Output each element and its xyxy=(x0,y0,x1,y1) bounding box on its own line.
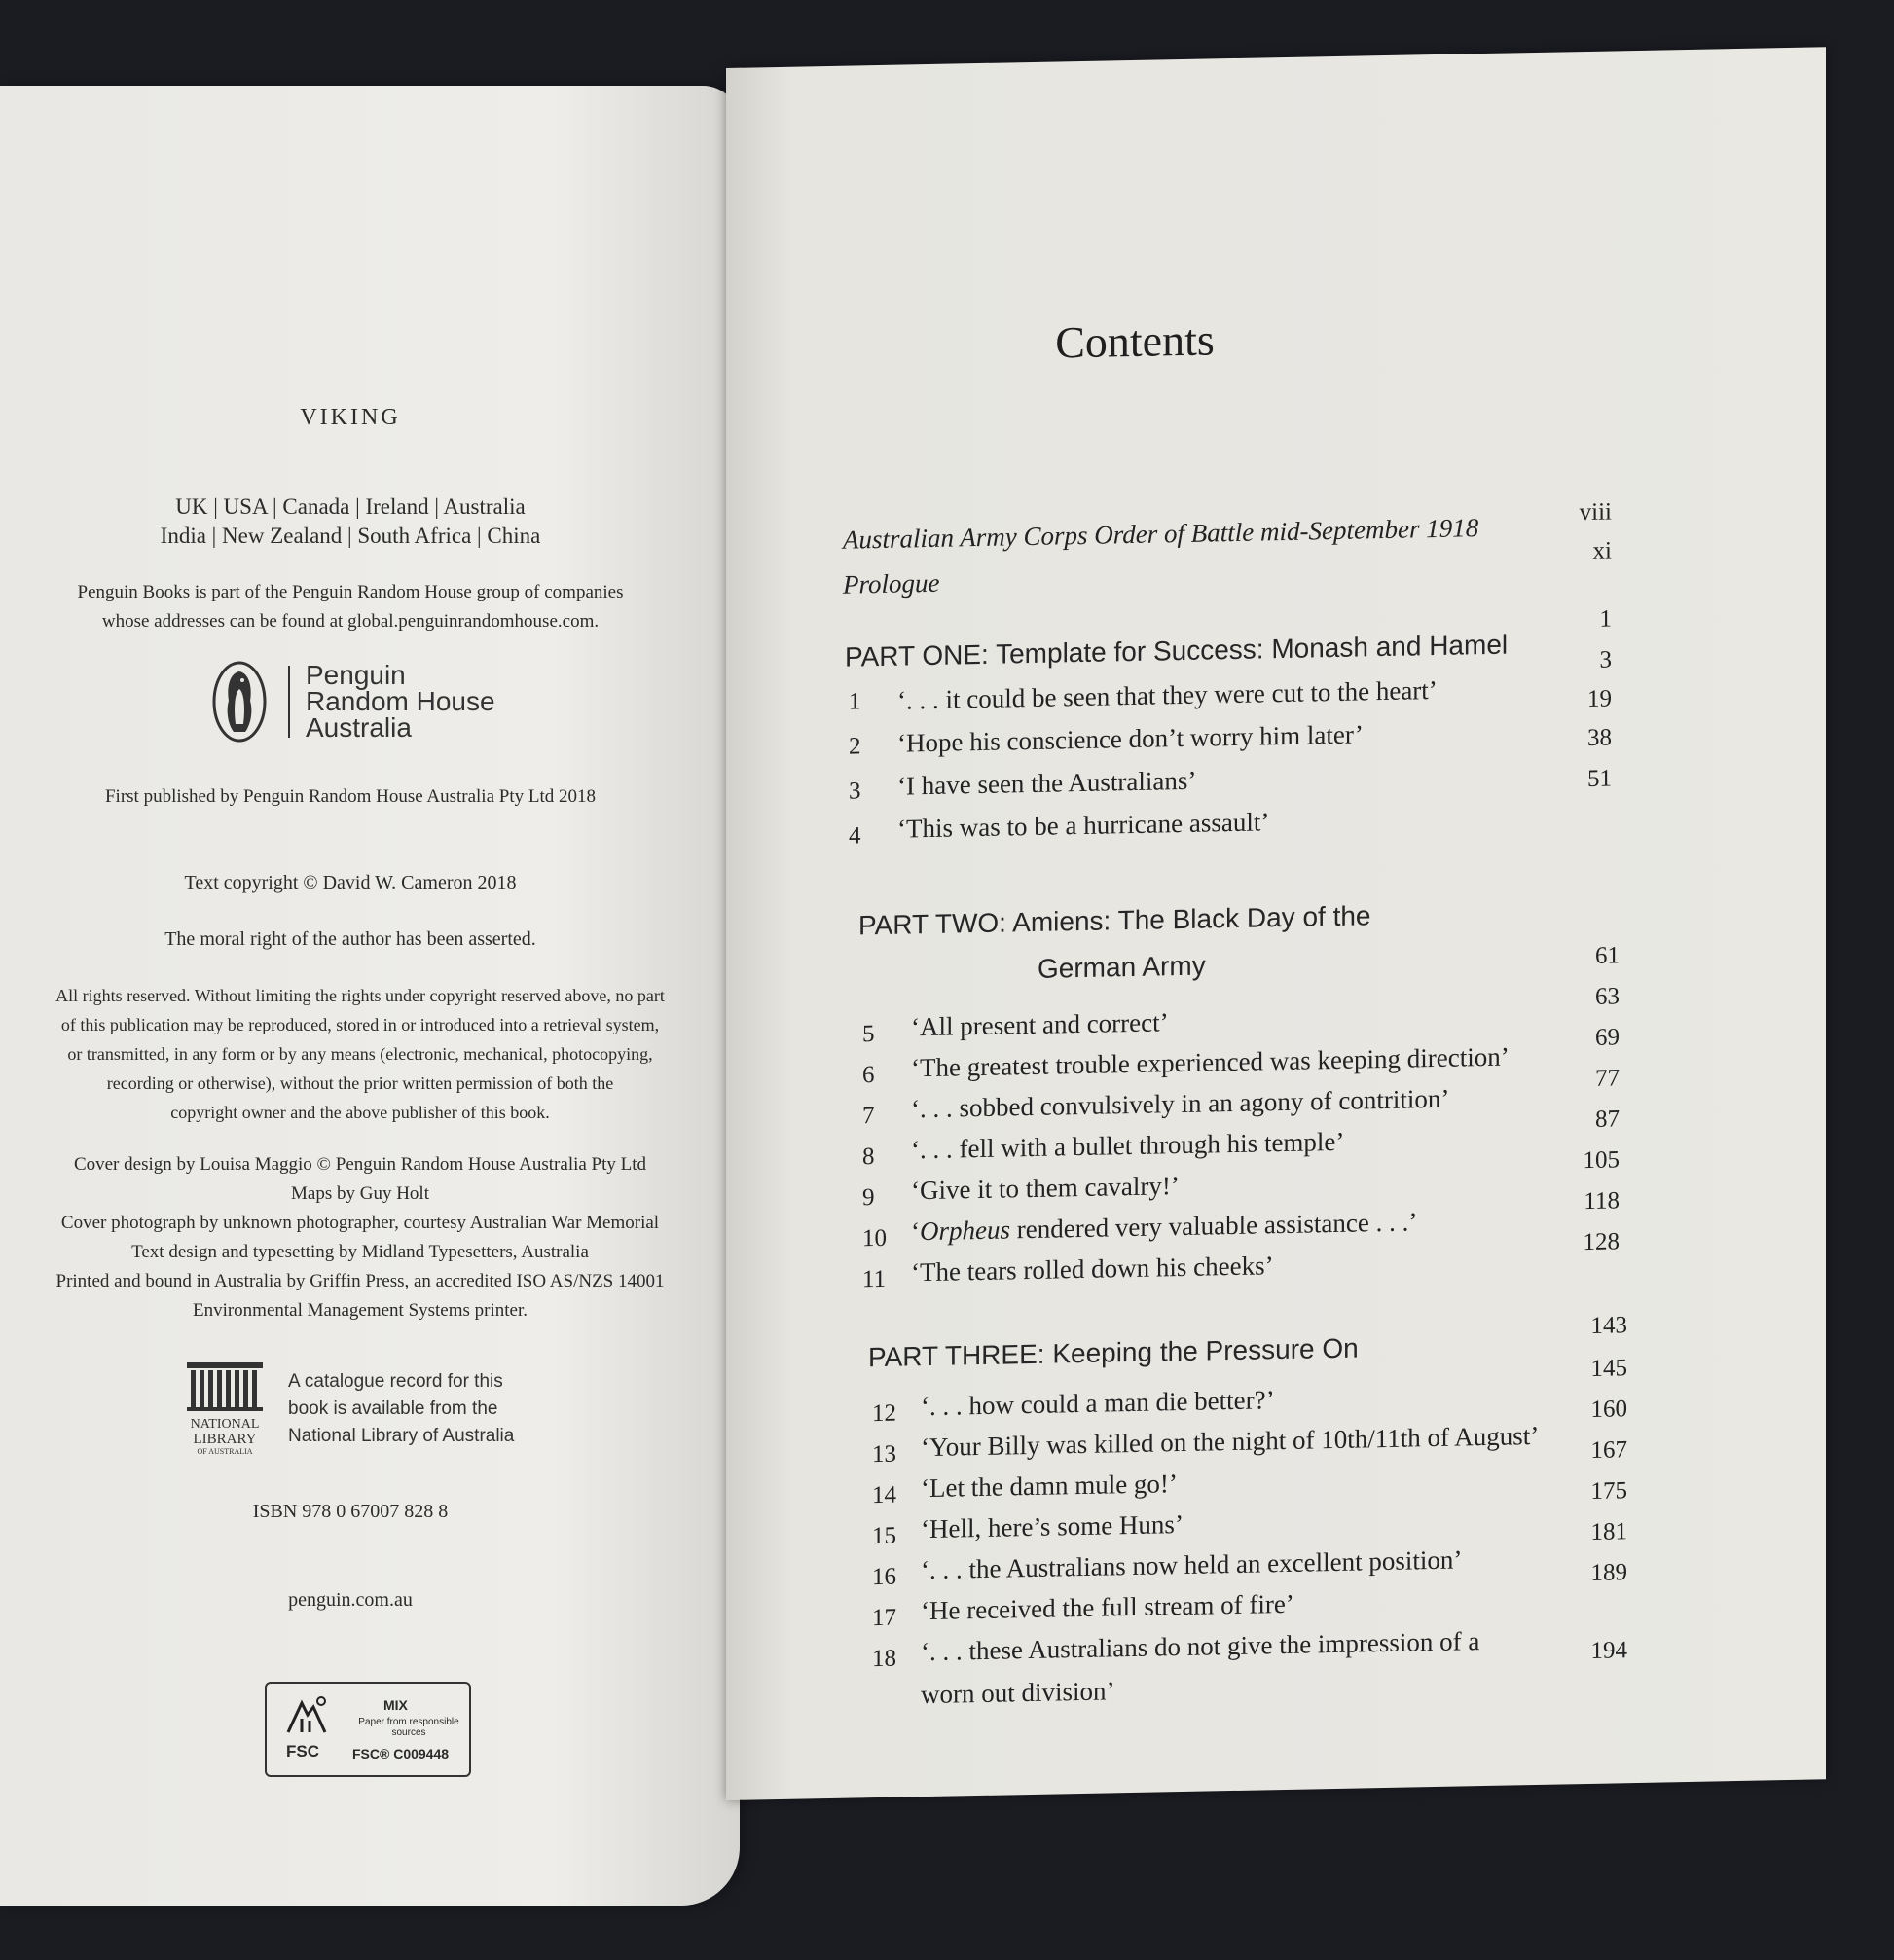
toc-page-number: 175 xyxy=(1590,1477,1627,1505)
rights-reserved-paragraph xyxy=(0,981,720,1127)
isbn: ISBN 978 0 67007 828 8 xyxy=(252,1501,449,1522)
countries-line: India | New Zealand | South Africa | China xyxy=(160,524,541,548)
toc-part-heading[interactable]: PART TWO: Amiens: The Black Day of the xyxy=(858,900,1371,941)
toc-page-number: 3 xyxy=(1599,646,1612,673)
toc-chapter-title[interactable]: ‘. . . sobbed convulsively in an agony of contrition’ xyxy=(911,1083,1450,1124)
imprint-countries xyxy=(0,492,701,551)
toc-chapter-title[interactable]: ‘All present and correct’ xyxy=(911,1007,1169,1042)
toc-page-number: 1 xyxy=(1599,605,1612,633)
toc-page-number: 38 xyxy=(1587,724,1612,752)
toc-page-number: 118 xyxy=(1584,1187,1620,1216)
publisher-group-note xyxy=(0,578,701,636)
credit-line: Cover design by Louisa Maggio © Penguin Random House Australia Pty Ltd xyxy=(73,1154,647,1175)
toc-chapter-number: 4 xyxy=(849,822,861,850)
toc-page-number: 128 xyxy=(1583,1228,1620,1256)
toc-chapter-number: 7 xyxy=(862,1103,875,1130)
rights-line: All rights reserved. Without limiting the rights under copyright reserved above, no part xyxy=(55,986,665,1005)
toc-page-number: 189 xyxy=(1590,1559,1627,1586)
fsc-label: FSC xyxy=(286,1742,319,1760)
toc-chapter-title-continued[interactable]: worn out division’ xyxy=(921,1676,1115,1710)
nla-logo-text: NATIONAL xyxy=(190,1417,260,1432)
nla-logo-text: OF AUSTRALIA xyxy=(197,1447,253,1456)
toc-chapter-title[interactable]: ‘Your Billy was killed on the night of 10th/11th of August’ xyxy=(921,1420,1540,1463)
toc-chapter-title[interactable]: ‘Give it to them cavalry!’ xyxy=(911,1171,1180,1206)
toc-page-number: 69 xyxy=(1595,1024,1620,1051)
toc-part-heading[interactable]: German Army xyxy=(1038,950,1206,984)
catalogue-record-note xyxy=(288,1368,514,1450)
logo-line: Australia xyxy=(306,712,412,743)
toc-chapter-title[interactable]: ‘He received the full stream of fire’ xyxy=(921,1588,1294,1626)
production-credits xyxy=(0,1150,720,1325)
toc-chapter-number: 14 xyxy=(872,1481,896,1509)
toc-chapter-number: 5 xyxy=(862,1021,875,1048)
toc-page-number: 160 xyxy=(1590,1396,1627,1423)
toc-chapter-number: 10 xyxy=(862,1224,887,1252)
toc-chapter-title[interactable]: ‘. . . it could be seen that they were cut to the heart’ xyxy=(897,674,1438,715)
toc-chapter-number: 8 xyxy=(862,1143,875,1171)
toc-chapter-number: 18 xyxy=(872,1645,896,1673)
toc-page-number: 19 xyxy=(1587,685,1612,713)
page-title: Contents xyxy=(1055,314,1215,368)
publisher-website: penguin.com.au xyxy=(288,1589,413,1611)
rights-line: of this publication may be reproduced, stored in or introduced into a retrieval system, xyxy=(60,1015,660,1034)
copyright-page xyxy=(0,86,740,1906)
toc-chapter-title[interactable]: ‘. . . these Australians do not give the impression of a xyxy=(921,1626,1480,1667)
moral-rights-line: The moral right of the author has been asserted. xyxy=(164,928,536,950)
logo-divider xyxy=(288,666,290,738)
imprint-name: VIKING xyxy=(300,405,401,430)
credit-line: Environmental Management Systems printer. xyxy=(192,1300,528,1321)
rights-line: copyright owner and the above publisher of this book. xyxy=(170,1103,550,1122)
toc-page-number: 61 xyxy=(1595,942,1620,969)
toc-chapter-title[interactable]: ‘. . . fell with a bullet through his temple’ xyxy=(911,1126,1345,1165)
toc-chapter-title[interactable]: ‘The greatest trouble experienced was keeping direction’ xyxy=(911,1041,1510,1083)
rights-line: recording or otherwise), without the prior written permission of both the xyxy=(106,1073,614,1093)
fsc-code: FSC® C009448 xyxy=(352,1746,450,1761)
toc-chapter-number: 9 xyxy=(862,1184,875,1212)
toc-chapter-title[interactable]: ‘Orpheus rendered very valuable assistance . . .’ xyxy=(911,1207,1418,1247)
publisher-note-line: whose addresses can be found at global.penguinrandomhouse.com. xyxy=(101,611,600,632)
fsc-tree-icon xyxy=(280,1693,333,1740)
toc-chapter-number: 6 xyxy=(862,1062,875,1089)
toc-chapter-number: 12 xyxy=(872,1399,896,1428)
toc-chapter-number: 2 xyxy=(849,733,861,760)
credit-line: Maps by Guy Holt xyxy=(291,1183,429,1204)
penguin-icon xyxy=(212,660,267,744)
toc-chapter-number: 15 xyxy=(872,1522,896,1550)
fsc-certification-badge xyxy=(265,1682,471,1777)
fsc-paper-note: Paper from responsible sources xyxy=(358,1717,459,1738)
toc-chapter-title[interactable]: ‘The tears rolled down his cheeks’ xyxy=(911,1251,1274,1288)
first-published-line: First published by Penguin Random House Australia Pty Ltd 2018 xyxy=(104,786,597,807)
toc-page-number: 167 xyxy=(1590,1436,1627,1464)
toc-chapter-title[interactable]: ‘Hope his conscience don’t worry him later’ xyxy=(897,719,1364,758)
toc-chapter-number: 11 xyxy=(862,1265,887,1293)
logo-line: Penguin xyxy=(306,660,406,690)
toc-chapter-title[interactable]: ‘Hell, here’s some Huns’ xyxy=(921,1508,1184,1544)
toc-chapter-number: 13 xyxy=(872,1440,896,1469)
toc-page-number: 194 xyxy=(1590,1637,1627,1664)
text-copyright-line: Text copyright © David W. Cameron 2018 xyxy=(184,872,517,893)
toc-page-number: 63 xyxy=(1595,983,1620,1010)
credit-line: Printed and bound in Australia by Griffin Press, an accredited ISO AS/NZS 14001 xyxy=(55,1271,665,1291)
toc-front-entry[interactable]: Prologue xyxy=(843,567,940,599)
toc-page-number: 145 xyxy=(1590,1355,1627,1382)
toc-page-number: 143 xyxy=(1590,1312,1627,1339)
toc-chapter-title[interactable]: ‘. . . how could a man die better?’ xyxy=(921,1385,1275,1422)
ship-name: Orpheus xyxy=(920,1215,1010,1247)
toc-part-heading[interactable]: PART THREE: Keeping the Pressure On xyxy=(868,1332,1359,1373)
contents-page xyxy=(726,47,1826,1800)
publisher-note-line: Penguin Books is part of the Penguin Random House group of companies xyxy=(77,582,624,602)
catalogue-line: book is available from the xyxy=(288,1398,498,1419)
nla-logo-text: LIBRARY xyxy=(193,1432,257,1447)
toc-page-number: 87 xyxy=(1595,1106,1620,1133)
credit-line: Cover photograph by unknown photographer, courtesy Australian War Memorial xyxy=(60,1213,660,1233)
toc-page-number: 105 xyxy=(1583,1146,1620,1175)
toc-page-number: xi xyxy=(1592,537,1612,564)
toc-page-number: 51 xyxy=(1587,765,1612,793)
fsc-mix: MIX xyxy=(383,1697,408,1713)
toc-chapter-title-rest: rendered very valuable assistance . . .’ xyxy=(1010,1207,1418,1245)
toc-page-number: 77 xyxy=(1595,1065,1620,1092)
catalogue-line: National Library of Australia xyxy=(288,1426,515,1446)
toc-chapter-number: 16 xyxy=(872,1563,896,1591)
countries-line: UK | USA | Canada | Ireland | Australia xyxy=(175,494,526,519)
penguin-random-house-logo xyxy=(212,660,504,747)
toc-page-number: 181 xyxy=(1590,1518,1627,1545)
toc-chapter-number: 3 xyxy=(849,778,861,805)
national-library-icon xyxy=(183,1361,267,1458)
toc-chapter-number: 1 xyxy=(849,688,861,715)
toc-front-entry[interactable]: Australian Army Corps Order of Battle mid-September 1918 xyxy=(843,513,1479,555)
credit-line: Text design and typesetting by Midland Typesetters, Australia xyxy=(131,1242,589,1262)
logo-line: Random House xyxy=(306,686,495,716)
toc-part-heading[interactable]: PART ONE: Template for Success: Monash and Hamel xyxy=(845,629,1509,672)
catalogue-line: A catalogue record for this xyxy=(288,1371,503,1392)
national-library-notice xyxy=(183,1361,572,1468)
rights-line: or transmitted, in any form or by any means (electronic, mechanical, photocopying, xyxy=(67,1044,653,1064)
toc-chapter-title[interactable]: ‘This was to be a hurricane assault’ xyxy=(897,807,1270,844)
toc-chapter-title[interactable]: ‘Let the damn mule go!’ xyxy=(921,1469,1178,1504)
toc-page-number: viii xyxy=(1579,498,1612,526)
toc-chapter-title[interactable]: ‘I have seen the Australians’ xyxy=(897,765,1197,801)
logo-wordmark xyxy=(306,662,495,741)
toc-chapter-number: 17 xyxy=(872,1604,896,1632)
toc-chapter-title[interactable]: ‘. . . the Australians now held an excellent position’ xyxy=(921,1544,1463,1585)
